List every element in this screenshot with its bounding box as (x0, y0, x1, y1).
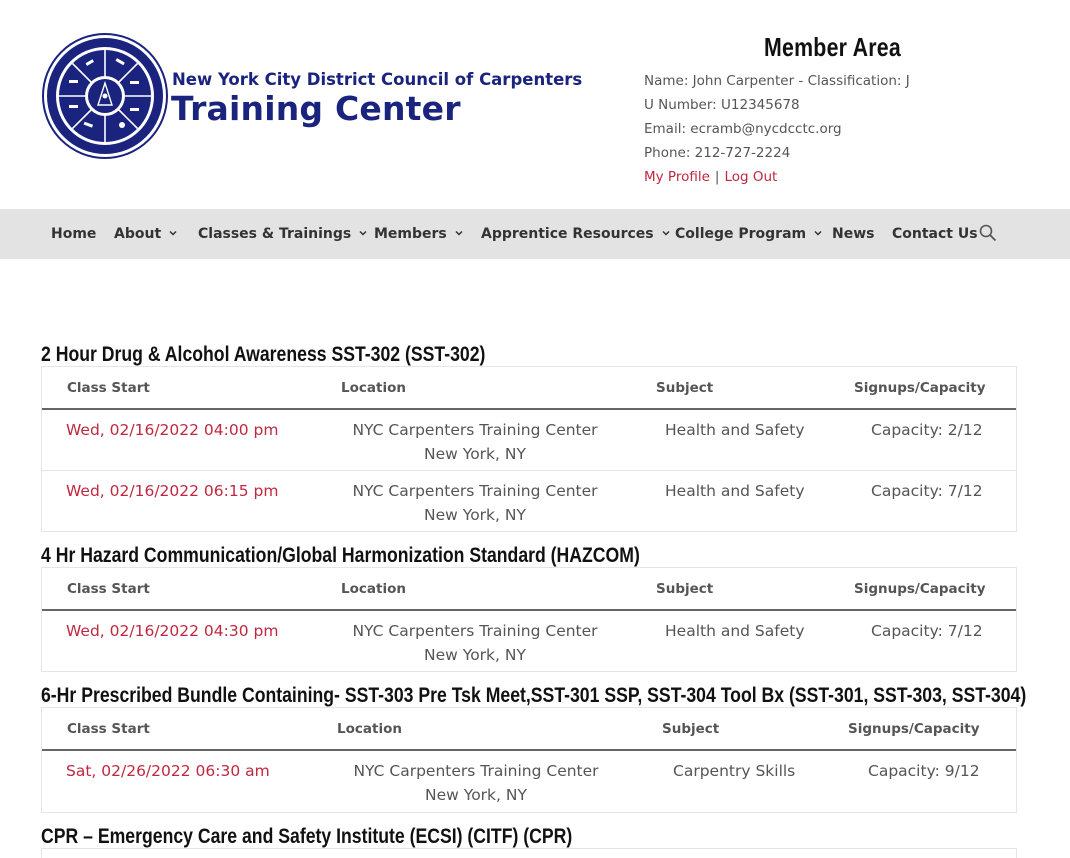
nav-item-about[interactable] (114, 209, 179, 259)
subject-cell: Health and Safety (665, 421, 805, 439)
nav-item-college-program[interactable] (675, 209, 824, 259)
table-header-row (42, 367, 1016, 410)
brand-council-name: New York City District Council of Carpenters (172, 70, 583, 89)
location-cell (345, 418, 605, 466)
header-capacity: Signups/Capacity (854, 380, 986, 396)
nav-label: Classes & Trainings (198, 226, 352, 242)
nav-label: Home (51, 226, 97, 242)
location-name: NYC Carpenters Training Center (353, 762, 599, 780)
course-title: 6-Hr Prescribed Bundle Containing- SST-303 Pre Tsk Meet,SST-301 SSP, SST-304 Tool Bx (SST-301, SST-303, SST-304) (41, 684, 1027, 707)
table-header-row (42, 708, 1016, 751)
header-location: Location (337, 721, 402, 737)
subject-cell: Health and Safety (665, 482, 805, 500)
capacity-cell: Capacity: 7/12 (871, 622, 983, 640)
class-start-link[interactable]: Wed, 02/16/2022 04:30 pm (66, 622, 279, 640)
member-links (644, 169, 777, 185)
capacity-cell: Capacity: 9/12 (868, 762, 980, 780)
class-table (41, 707, 1017, 813)
member-area-title: Member Area (764, 32, 902, 62)
nav-label: Members (374, 226, 447, 242)
chevron-down-icon (660, 227, 672, 239)
header-subject: Subject (662, 721, 720, 737)
nav-label: About (114, 226, 162, 242)
table-row (42, 611, 1016, 671)
capacity-cell: Capacity: 2/12 (871, 421, 983, 439)
class-start-link[interactable]: Wed, 02/16/2022 04:00 pm (66, 421, 279, 439)
header-location: Location (341, 380, 406, 396)
header-location: Location (341, 581, 406, 597)
nav-item-apprentice-resources[interactable] (481, 209, 672, 259)
header-capacity: Signups/Capacity (854, 581, 986, 597)
location-cell (345, 619, 605, 667)
header-class-start: Class Start (67, 581, 150, 597)
class-table (41, 848, 1017, 858)
search-icon[interactable] (979, 224, 997, 242)
location-cell (346, 759, 606, 807)
location-name: NYC Carpenters Training Center (352, 622, 598, 640)
location-name: NYC Carpenters Training Center (352, 421, 598, 439)
nav-item-news[interactable] (832, 209, 874, 259)
location-name: NYC Carpenters Training Center (352, 482, 598, 500)
class-start-link[interactable]: Sat, 02/26/2022 06:30 am (66, 762, 270, 780)
member-unumber-line: U Number: U12345678 (644, 97, 800, 113)
log-out-link[interactable]: Log Out (724, 169, 778, 185)
chevron-down-icon (812, 227, 824, 239)
location-cell (345, 479, 605, 527)
header-subject: Subject (656, 380, 714, 396)
table-header-row (42, 568, 1016, 611)
location-city: New York, NY (424, 646, 526, 664)
table-row (42, 751, 1016, 811)
table-row (42, 470, 1016, 530)
nav-item-contact-us[interactable] (892, 209, 978, 259)
nav-label: News (832, 226, 875, 242)
location-city: New York, NY (424, 506, 526, 524)
site-header (0, 0, 1070, 209)
link-separator: | (714, 169, 720, 185)
nav-label: Contact Us (892, 226, 978, 242)
chevron-down-icon (453, 227, 465, 239)
nav-item-home[interactable] (51, 209, 96, 259)
member-name-line: Name: John Carpenter - Classification: J (644, 73, 910, 89)
header-class-start: Class Start (67, 721, 150, 737)
class-start-link[interactable]: Wed, 02/16/2022 06:15 pm (66, 482, 279, 500)
nav-item-classes-trainings[interactable] (198, 209, 369, 259)
header-subject: Subject (656, 581, 714, 597)
class-table (41, 567, 1017, 672)
table-row (42, 410, 1016, 470)
subject-cell: Carpentry Skills (673, 762, 796, 780)
class-table (41, 366, 1017, 532)
chevron-down-icon (167, 227, 179, 239)
main-navigation (0, 209, 1070, 259)
nav-item-members[interactable] (374, 209, 465, 259)
header-capacity: Signups/Capacity (848, 721, 980, 737)
course-title: 2 Hour Drug & Alcohol Awareness SST-302 (SST-302) (41, 343, 486, 366)
my-profile-link[interactable]: My Profile (644, 169, 710, 185)
member-phone-line: Phone: 212-727-2224 (644, 145, 791, 161)
capacity-cell: Capacity: 7/12 (871, 482, 983, 500)
chevron-down-icon (357, 227, 369, 239)
course-title: 4 Hr Hazard Communication/Global Harmonization Standard (HAZCOM) (41, 544, 640, 567)
nav-label: Apprentice Resources (481, 226, 654, 242)
location-city: New York, NY (424, 445, 526, 463)
location-city: New York, NY (425, 786, 527, 804)
council-seal-logo[interactable] (42, 33, 168, 159)
subject-cell: Health and Safety (665, 622, 805, 640)
member-email-line: Email: ecramb@nycdcctc.org (644, 121, 842, 137)
brand-training-center: Training Center (171, 89, 461, 128)
nav-label: College Program (675, 226, 807, 242)
course-title: CPR – Emergency Care and Safety Institute (ECSI) (CITF) (CPR) (41, 825, 573, 848)
header-class-start: Class Start (67, 380, 150, 396)
